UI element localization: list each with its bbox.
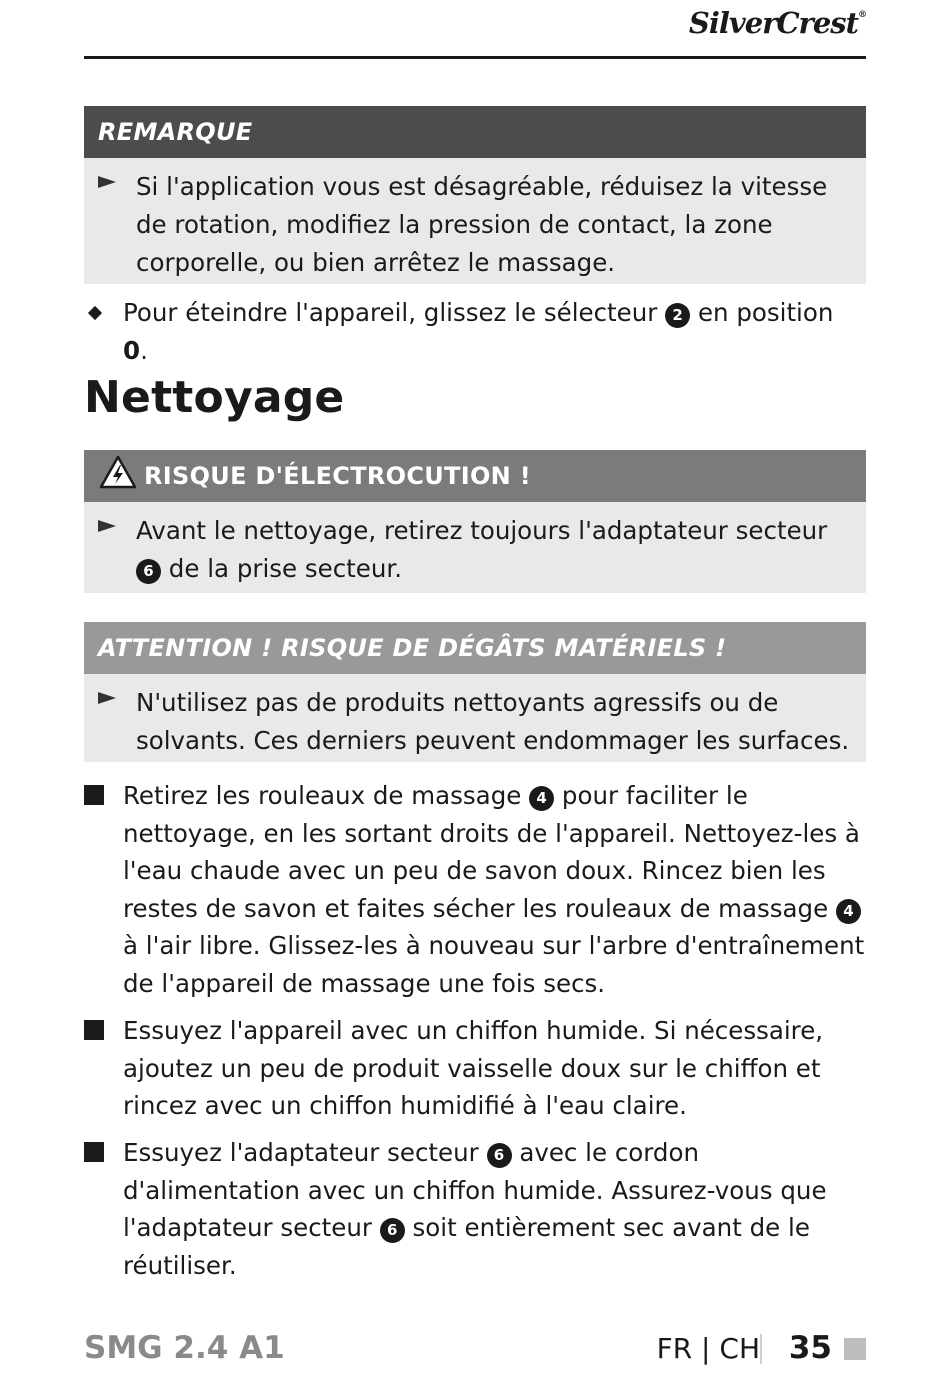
step-switch-off: Pour éteindre l'appareil, glissez le sélecteur 2 en position 0.: [84, 294, 866, 369]
attention-heading: ATTENTION ! RISQUE DE DÉGÂTS MATÉRIELS !: [84, 622, 866, 674]
list-item: Retirez les rouleaux de massage 4 pour faciliter le nettoyage, en les sortant droits de l'appareil. Nettoyez-les à l'eau chaude avec un peu de savon doux. Rincez bien les restes de savon et faites sécher les rouleaux de massage 4 à l'air libre. Glissez-les à nouveau sur l'arbre d'entraînement de l'appareil de massage une fois secs.: [84, 777, 866, 1002]
remarque-text: Si l'application vous est désagréable, réduisez la vitesse de rotation, modifiez la pression de contact, la zone corporelle, ou bien arrêtez le massage.: [136, 172, 828, 277]
part-number-badge: 6: [380, 1218, 405, 1243]
section-title: Nettoyage: [84, 372, 345, 423]
attention-text: N'utilisez pas de produits nettoyants agressifs ou de solvants. Ces derniers peuvent endommager les surfaces.: [136, 688, 850, 755]
arrow-icon: [98, 176, 116, 188]
part-number-badge: 2: [665, 303, 690, 328]
footer-square-icon: [844, 1338, 866, 1360]
part-number-badge: 4: [836, 899, 861, 924]
arrow-icon: [98, 520, 116, 532]
position-value: 0: [123, 335, 141, 365]
footer-divider: [760, 1334, 762, 1364]
part-number-badge: 4: [529, 786, 554, 811]
electrocution-box: [84, 450, 866, 593]
remarque-box: [84, 106, 866, 284]
list-item: Essuyez l'adaptateur secteur 6 avec le cordon d'alimentation avec un chiffon humide. Assurez-vous que l'adaptateur secteur 6 soit entièrement sec avant de le réutiliser.: [84, 1134, 866, 1284]
model-number: SMG 2.4 A1: [84, 1330, 285, 1366]
page-number: 35: [788, 1330, 832, 1366]
arrow-icon: [98, 692, 116, 704]
header-rule: [84, 56, 866, 59]
list-item: Essuyez l'appareil avec un chiffon humide. Si nécessaire, ajoutez un peu de produit vaisselle doux sur le chiffon et rincez avec un chiffon humidifié à l'eau claire.: [84, 1012, 866, 1125]
manual-page: [84, 0, 866, 1373]
warning-triangle-icon: [98, 454, 138, 490]
electrocution-heading: RISQUE D'ÉLECTROCUTION !: [84, 450, 866, 502]
electrocution-text: Avant le nettoyage, retirez toujours l'adaptateur secteur 6 de la prise secteur.: [136, 516, 828, 583]
square-bullet-icon: [84, 1142, 104, 1162]
brand-logo: SilverCrest®: [688, 6, 866, 40]
part-number-badge: 6: [487, 1143, 512, 1168]
remarque-heading: REMARQUE: [84, 106, 866, 158]
attention-box: [84, 622, 866, 762]
square-bullet-icon: [84, 1020, 104, 1040]
language-codes: FR | CH: [656, 1332, 760, 1365]
square-bullet-icon: [84, 785, 104, 805]
part-number-badge: 6: [136, 559, 161, 584]
